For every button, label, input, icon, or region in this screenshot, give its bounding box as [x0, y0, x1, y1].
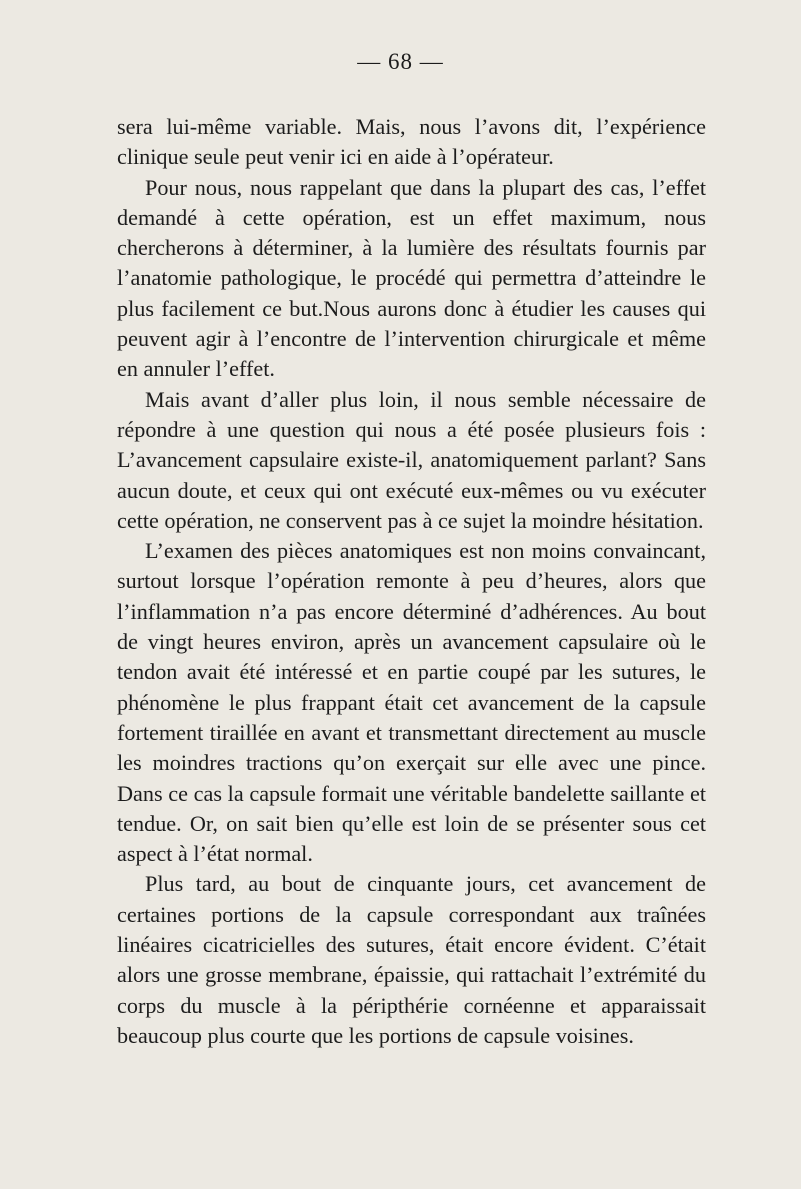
paragraph: L’examen des pièces anatomiques est non moins convaincant, surtout lorsque l’opération remonte à peu d’heures, alors que l’inflammation n’a pas encore déterminé d’adhérences. Au bout de vingt heures environ, après un avancement capsulaire où le tendon avait été intéressé et en partie coupé par les sutures, le phénomène le plus frappant était cet avancement de la capsule fortement tiraillée en avant et transmettant directement au muscle les moindres tractions qu’on exerçait sur elle avec une pince. Dans ce cas la capsule formait une véritable bandelette saillante et tendue. Or, on sait bien qu’elle est loin de se présenter sous cet aspect à l’état normal. [117, 538, 706, 867]
paragraph: Mais avant d’aller plus loin, il nous semble nécessaire de répondre à une question qui nous a été posée plusieurs fois : L’avancement capsulaire existe-il, anatomiquement parlant? Sans aucun doute, et ceux qui ont exécuté eux-mêmes ou vu exécuter cette opération, ne conservent pas à ce sujet la moindre hésitation. [117, 386, 706, 533]
paragraph: Plus tard, au bout de cinquante jours, cet avancement de certaines portions de la capsule correspondant aux traînées linéaires cicatricielles des sutures, était encore évident. C’était alors une grosse membrane, épaissie, qui rattachait l’extrémité du corps du muscle à la péripthérie cornéenne et apparaissait beaucoup plus courte que les portions de capsule voisines. [117, 871, 706, 1048]
paragraph: sera lui-même variable. Mais, nous l’avons dit, l’expérience clinique seule peut venir ici en aide à l’opérateur. [117, 114, 706, 170]
paragraph: Pour nous, nous rappelant que dans la plupart des cas, l’effet demandé à cette opération, est un effet maximum, nous chercherons à déterminer, à la lumière des résultats fournis par l’anatomie pathologique, le procédé qui permettra d’atteindre le plus facilement ce but.Nous aurons donc à étudier les causes qui peuvent agir à l’encontre de l’intervention chirurgicale et même en annuler l’effet. [117, 174, 706, 382]
page-number: — 68 — [357, 49, 444, 74]
body-text [117, 112, 706, 1051]
